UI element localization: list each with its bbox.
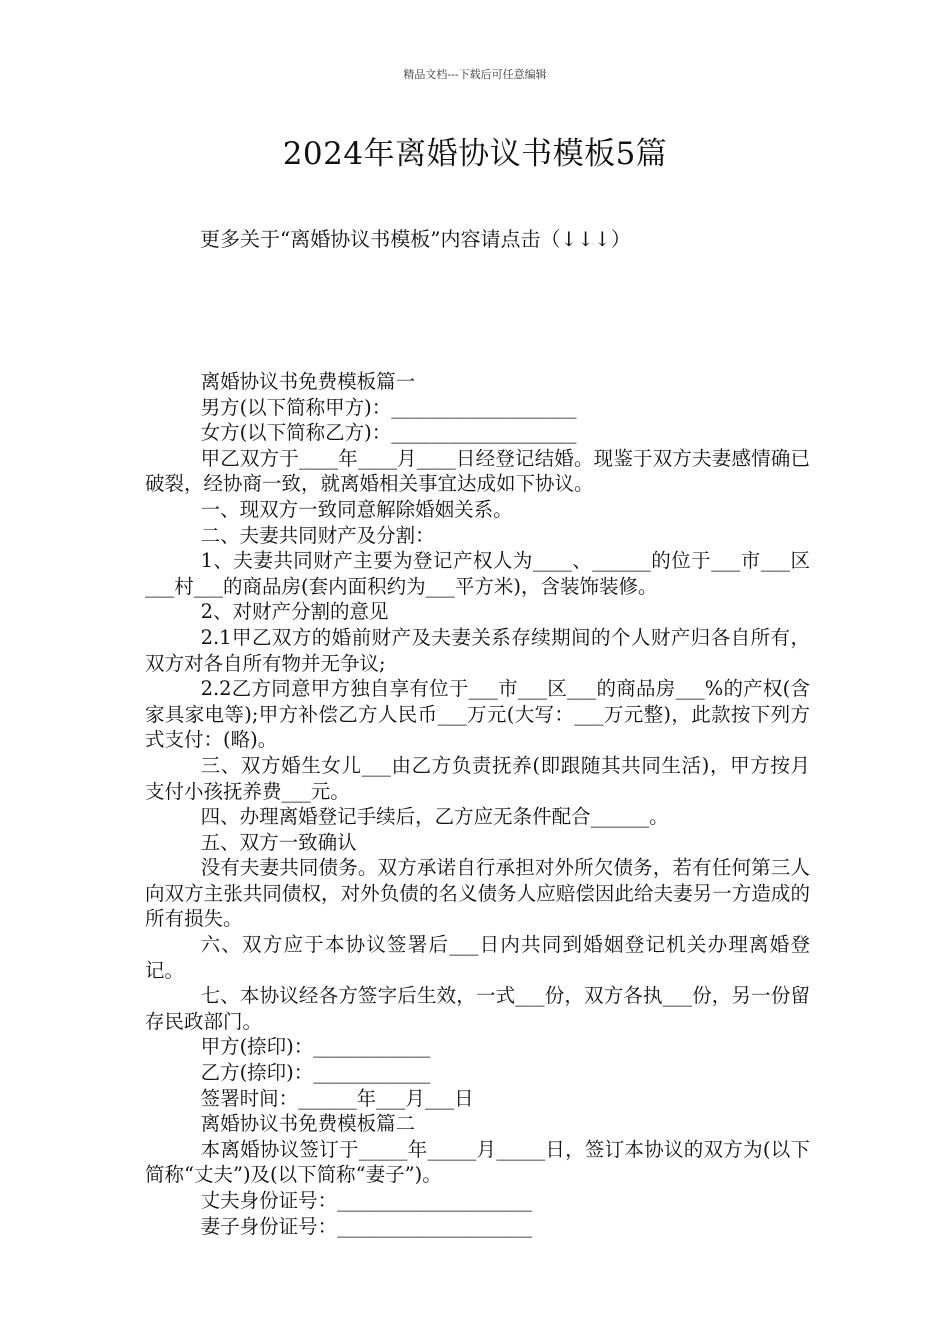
paragraph: 1、夫妻共同财产主要为登记产权人为____、______的位于___市___区___村___的商品房(套内面积约为___平方米)，含装饰装修。 (145, 549, 810, 598)
form-line: 丈夫身份证号：____________________ (200, 1189, 533, 1212)
paragraph: 二、夫妻共同财产及分割： (200, 523, 435, 547)
page-header-note: 精品文档---下载后可任意编辑 (403, 68, 547, 81)
paragraph: 四、办理离婚登记手续后，乙方应无条件配合______。 (200, 805, 669, 829)
form-line: 妻子身份证号：____________________ (200, 1214, 533, 1238)
paragraph: 本离婚协议签订于_____年_____月_____日，签订本协议的双方为(以下简称“丈夫”)及(以下简称“妻子”)。 (145, 1137, 810, 1187)
paragraph: 六、双方应于本协议签署后___日内共同到婚姻登记机关办理离婚登记。 (145, 933, 810, 982)
signature-date-line: 签署时间：______年___月___日 (200, 1086, 474, 1110)
paragraph: 七、本协议经各方签字后生效，一式___份，双方各执___份，另一份留存民政部门。 (145, 984, 810, 1033)
paragraph: 一、现双方一致同意解除婚姻关系。 (200, 497, 513, 521)
document-title: 2024年离婚协议书模板5篇 (282, 136, 668, 172)
paragraph: 2.1甲乙双方的婚前财产及夫妻关系存续期间的个人财产归各自所有，双方对各自所有物并无争议; (145, 625, 810, 675)
signature-line: 乙方(捺印)：____________ (200, 1061, 431, 1085)
more-content-link[interactable]: 更多关于“离婚协议书模板”内容请点击（↓↓↓） (200, 227, 631, 251)
section-heading: 离婚协议书免费模板篇一 (200, 370, 416, 393)
document-body (145, 369, 810, 1239)
paragraph: 没有夫妻共同债务。双方承诺自行承担对外所欠债务，若有任何第三人向双方主张共同债权，对外负债的名义债务人应赔偿因此给夫妻另一方造成的所有损失。 (145, 856, 810, 931)
section-heading: 离婚协议书免费模板篇二 (200, 1112, 416, 1136)
form-line: 男方(以下简称甲方)：___________________ (200, 395, 577, 419)
signature-line: 甲方(捺印)：____________ (200, 1035, 431, 1059)
paragraph: 2、对财产分割的意见 (200, 600, 389, 624)
paragraph: 五、双方一致确认 (200, 830, 357, 854)
paragraph: 三、双方婚生女儿___由乙方负责抚养(即跟随其共同生活)，甲方按月支付小孩抚养费___元。 (145, 753, 810, 803)
form-line: 女方(以下简称乙方)：___________________ (200, 421, 577, 445)
paragraph: 甲乙双方于____年____月____日经登记结婚。现鉴于双方夫妻感情确已破裂，经协商一致，就离婚相关事宜达成如下协议。 (145, 446, 810, 496)
paragraph: 2.2乙方同意甲方独自享有位于___市___区___的商品房___%的产权(含家具家电等);甲方补偿乙方人民币___万元(大写：___万元整)，此款按下列方式支付：(略)。 (145, 677, 810, 752)
